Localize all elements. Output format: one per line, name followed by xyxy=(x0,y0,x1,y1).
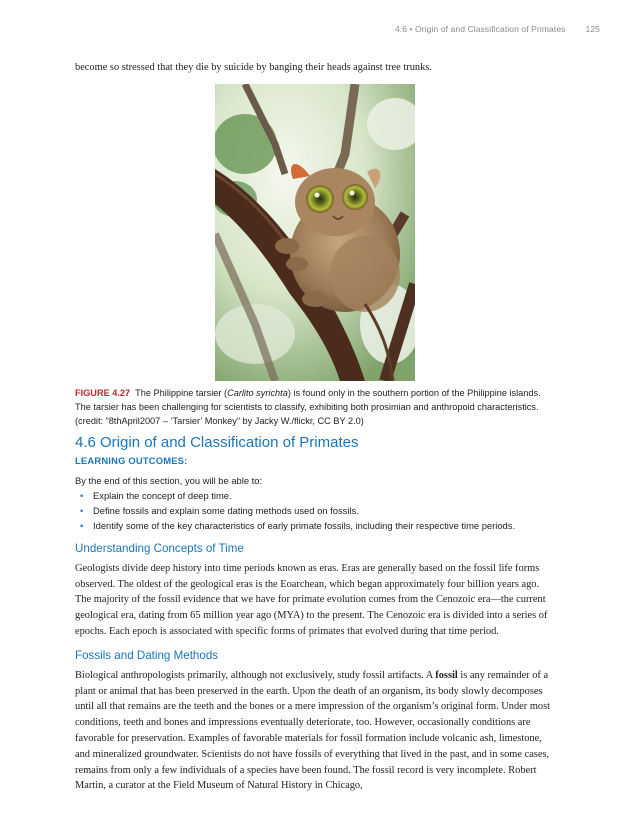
learning-outcomes-heading: LEARNING OUTCOMES: xyxy=(75,454,188,466)
page-content xyxy=(75,60,555,794)
time-paragraph: Geologists divide deep history into time periods known as eras. Eras are generally based on the fossil life forms observed. The oldest of the geological eras is the Eoarchean, which began approximately four billion years ago. The majority of the fossil evidence that we have for primate evolution comes from the Cenozoic era—the current geological era, dating from 65 million year ago (MYA) to the present. The Cenozoic era is divided into a series of epochs. Each epoch is associated with specific forms of primates that evolved during that time period. xyxy=(75,562,548,637)
fossil-term: fossil xyxy=(435,669,458,681)
subsection-title-fossils: Fossils and Dating Methods xyxy=(75,648,219,662)
learning-outcome-item: • Identify some of the key characteristics of early primate fossils, including their respective time periods. xyxy=(75,518,555,533)
learning-outcome-item: • Explain the concept of deep time. xyxy=(75,488,555,503)
caption-text-rest: ) is found only in the southern portion of the Philippine islands. The tarsier has been challenging for scientists to classify, exhibiting both prosimian and anthropoid characteristics. (credit: “8thApril2007 – ‘Tarsier’ Monkey” by Jacky W./flickr, CC BY 2.0) xyxy=(75,387,541,426)
intro-paragraph: become so stressed that they die by suicide by banging their heads against tree trunks. xyxy=(75,62,432,73)
caption-species-name: Carlito syrichta xyxy=(227,387,288,398)
figure-label: FIGURE 4.27 xyxy=(75,387,131,398)
caption-text-start: The Philippine tarsier ( xyxy=(135,387,228,398)
fossils-paragraph xyxy=(75,668,555,794)
fossils-text-start: Biological anthropologists primarily, although not exclusively, study fossil artifacts. A xyxy=(75,669,436,681)
page-number: 125 xyxy=(585,24,600,34)
learning-outcomes-list xyxy=(75,488,555,533)
learning-outcomes-intro: By the end of this section, you will be able to: xyxy=(75,474,263,486)
running-header xyxy=(395,24,600,34)
subsection-title-time: Understanding Concepts of Time xyxy=(75,541,244,555)
running-title: 4.6 • Origin of and Classification of Primates xyxy=(394,24,566,34)
learning-outcome-item: • Define fossils and explain some dating methods used on fossils. xyxy=(75,503,555,518)
tarsier-photo-icon xyxy=(215,84,415,381)
tarsier-photo xyxy=(215,84,415,381)
figure-caption xyxy=(75,386,555,428)
fossils-text-rest: is any remainder of a plant or animal that has been preserved in the earth. Upon the death of an organism, its body slowly decomposes until all that remains are the teeth and the bones or a mere impression of the organism’s original form. Under most conditions, teeth and bones and impressions eventually deteriorate, too. However, occasionally conditions are favorable for preservation. Examples of favorable materials for fossil formation include volcanic ash, limestone, and mineralized groundwater. Scientists do not have fossils of everything that lived in the past, and in some cases, remains from only a few individuals of a species have been found. The fossil record is very incomplete. Robert Martin, a curator at the Field Museum of Natural History in Chicago, xyxy=(75,669,551,792)
section-title: 4.6 Origin of and Classification of Primates xyxy=(75,433,359,451)
